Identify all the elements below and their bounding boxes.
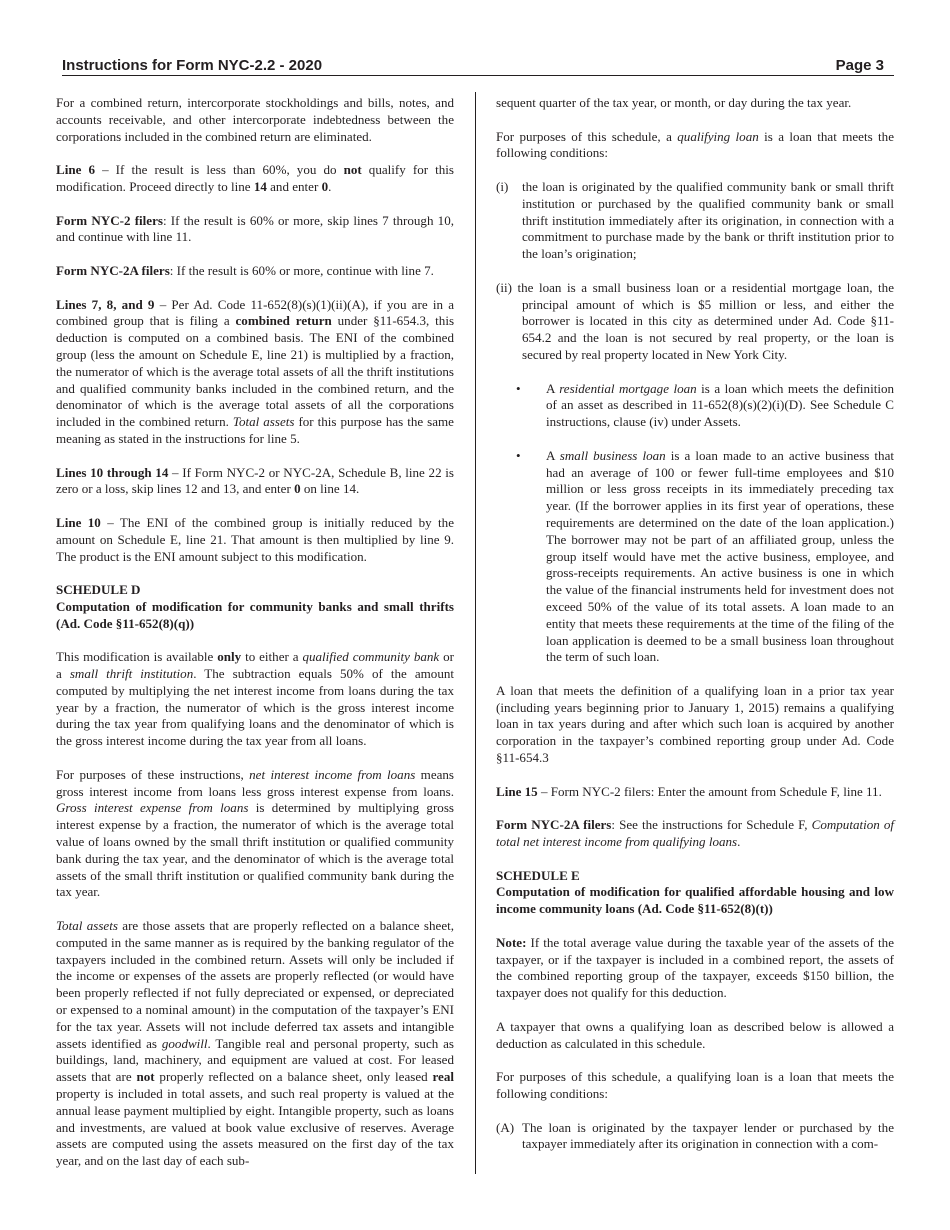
bullet-text [546,381,894,431]
line-10-text: – The ENI of the combined group is initially reduced by the amount on Schedule E, line 21. That amount is then multiplied by line 9. The product is the ENI amount subject to this modification. [56,514,454,564]
availability-paragraph [56,649,454,750]
list-marker: (A) [496,1119,515,1135]
bullet-text-part: is a loan made to an active business that had an average of 100 or fewer full-time employees and $10 million or less gross receipts in its immediately preceding tax year. (If the borrower applies in its first year of operations, these requirements are determined on the date of the loan application.) The borrower may not be part of an affiliated group, unless the group itself would have met the active business, employee, and gross-receipts requirements. An active business is one in which the value of the financial instruments held for investment does not exceed 50% of the value of its total assets. A loan made to an entity that meets these requirements at the time of the filing of the loan application is deemed to be a small business loan throughout the term of such loan. [546,447,894,665]
availability-text: This modification is available [56,649,218,665]
line-15-label: Line 15 [496,783,538,799]
total-assets-text: property is included in total assets, and such real property is valued at the annual lease payment multiplied by eight. Intangible property, such as loans and investments, are valued at book value exclusive of reserves. Average assets are computed using the assets measured on the first day of the tax year, and on the last day of each sub- [56,1086,454,1169]
residential-mortgage-loan-term: residential mortgage loan [559,380,697,396]
qualifying-loan-text: For purposes of this schedule, a [496,128,678,144]
nyc2-filers-label: Form NYC-2 filers [56,212,163,228]
nyc2a-filers-text: : If the result is 60% or more, continue with line 7. [169,262,434,278]
condition-text: the loan is originated by the qualified community bank or small thrift institution or purchased by the qualified community bank or small thrift institution immediately after its origination, in connection with a commitment to purchase made by the bank or thrift institution prior to the loan’s origination; [522,178,894,262]
purposes-paragraph [56,767,454,901]
nyc2-filers-text: : If the result is 60% or more, skip lines 7 through 10, and continue with line 11. [56,212,454,245]
not-term: not [136,1069,155,1085]
lines-7-8-9-text: – Per Ad. Code 11-652(8)(s)(1)(ii)(A), if you are in a combined group that is filing a [56,296,454,329]
schedule-e-subtitle: Computation of modification for qualified affordable housing and low income community loans (Ad. Code §11-652(8)(t)) [496,884,894,917]
line-6-zero: 0 [321,178,329,194]
gross-interest-expense-term: Gross interest expense from loans [56,800,249,816]
line-6-not: not [343,162,362,178]
nyc2a-schedule-f-paragraph [496,817,894,851]
line-6-text: and enter [266,178,322,194]
schedule-d-heading [56,582,454,632]
bullet-text-part: A [546,447,560,463]
taxpayer-owns-paragraph: A taxpayer that owns a qualifying loan as described below is allowed a deduction as calculated in this schedule. [496,1018,894,1051]
list-marker: (i) [496,178,509,194]
condition-item-ii: (ii) the loan is a small business loan or a residential mortgage loan, the principal amount of which is $5 million or less, and either the borrower is located in this city as determined under Ad. Code §11-654.2 and the loan is not secured by real property, or the loan is secured by real property located in New York City. [496,279,894,362]
total-assets-term: Total assets [232,414,295,430]
purposes-text: means gross interest income from loans less gross interest expense from loans. [56,766,455,799]
only-term: only [217,649,242,665]
condition-item-A [496,1120,894,1154]
qualified-community-bank-term: qualified community bank [302,649,440,665]
lines-10-14-text: – If Form NYC-2 or NYC-2A, Schedule B, line 22 is zero or a loss, skip lines 12 and 13, and enter [56,464,454,497]
lines-10-14-paragraph [56,465,454,499]
residential-mortgage-bullet [496,381,894,431]
lines-7-8-9-paragraph [56,297,454,448]
total-assets-paragraph [56,918,454,1170]
bullet-icon: • [516,380,521,396]
total-assets-term: Total assets [56,918,118,934]
lines-7-8-9-text: under §11-654.3, this deduction is computed on a combined basis. The ENI of the combined group (less the amount on Schedule E, line 21) is multiplied by a fraction, the numerator of which is the average total assets of all the thrift institutions and qualified community banks included in the combined return, and the denominator of which is the average total assets of all the corporations included in the combined return. [56,313,455,430]
nyc2a-filers-label: Form NYC-2A filers [496,817,612,833]
lines-10-14-label: Lines 10 through 14 [56,464,169,480]
schedule-d-subtitle: Computation of modification for community banks and small thrifts (Ad. Code §11-652(8)(q)) [56,598,454,631]
bullet-text-part: A [546,380,560,396]
bullet-icon: • [516,447,521,463]
line-6-text: qualify for this modification. Proceed directly to line [56,162,454,194]
continuation-paragraph: sequent quarter of the tax year, or month, or day during the tax year. [496,95,852,110]
page-header [62,57,894,76]
nyc2a-filers-paragraph [56,263,454,280]
total-assets-text: properly reflected on a balance sheet, only leased [154,1069,433,1085]
nyc2a-text: . [737,834,741,850]
availability-text: . The subtraction equals 50% of the amount computed by multiplying the net interest income from loans during the tax year by a fraction, the numerator of which is the gross interest income during the tax year from qualifying loans and the denominator of which is the gross interest income during the tax year from all loans. [56,666,454,749]
line-15-text: – Form NYC-2 filers: Enter the amount from Schedule F, line 11. [537,783,882,799]
nyc2a-text: : See the instructions for Schedule F, [611,817,812,833]
left-column [56,95,454,1170]
qualifying-loan-term: qualifying loan [677,128,759,144]
purposes-text: is determined by multiplying gross interest expense by a fraction, the numerator of which is the average total value of loans owned by the small thrift institution or qualified community bank during the tax year, and the denominator of which is the average total assets of the small thrift institution or qualified community bank during the tax year. [56,800,454,900]
bullet-text-part: is a loan which meets the definition of an asset as described in 11-652(8)(s)(2)(i)(D). See Schedule C instructions, clause (iv) under Assets. [546,380,894,430]
small-thrift-institution-term: small thrift institution [69,666,194,682]
lines-10-14-zero: 0 [294,481,301,497]
qualifying-loan-paragraph-2: For purposes of this schedule, a qualifying loan is a loan that meets the following conditions: [496,1069,894,1102]
availability-text: or a [56,649,455,682]
total-assets-text: . Tangible real and personal property, such as buildings, land, machinery, and equipment are valued at cost. For leased assets that are [56,1035,454,1085]
schedule-d-title: SCHEDULE D [56,582,141,598]
schedule-e-heading [496,868,894,918]
real-term: real [432,1069,454,1085]
bullet-text [546,448,894,666]
right-column [496,95,894,1153]
total-assets-text: are those assets that are properly reflected on a balance sheet, computed in the same manner as is required by the banking regulator of the taxpayers included in the combined return. Assets will only be included if the income or expenses of the assets are properly reflected (or would have been properly reflected if not fully depreciated or expensed, or depreciated or expensed to a nominal amount) in the computation of the taxpayer’s ENI for the tax year. Assets will not include deferred tax assets and intangible assets identified as [56,918,454,1051]
goodwill-term: goodwill [161,1035,208,1051]
schedule-e-title: SCHEDULE E [496,867,580,883]
page-number: Page 3 [835,57,884,74]
nyc2a-filers-label: Form NYC-2A filers [56,262,170,278]
note-label: Note: [496,934,527,950]
condition-text: The loan is originated by the taxpayer lender or purchased by the taxpayer immediately after its origination in connection with a com- [522,1119,894,1152]
note-paragraph [496,935,894,1002]
combined-return-paragraph: For a combined return, intercorporate stockholdings and bills, notes, and accounts receivable, and other intercorporate indebtedness between the corporations included in the combined return are eliminated. [56,95,454,144]
schedule-f-title-term: Computation of total net interest income from qualifying loans [496,817,894,850]
line-6-text: – If the result is less than 60%, you do [94,162,344,178]
line-6-paragraph [56,162,454,196]
small-business-loan-term: small business loan [559,447,666,463]
condition-item-i [496,179,894,263]
line-6-line-ref: 14 [253,178,267,194]
prior-year-paragraph: A loan that meets the definition of a qualifying loan in a prior tax year (including years beginning prior to January 1, 2015) remains a qualifying loan in tax years during and after which such loan is acquired by another corporation in the taxpayer’s combined reporting group under Ad. Code §11-654.3 [496,682,894,766]
net-interest-income-term: net interest income from loans [249,766,416,782]
note-text: If the total average value during the taxable year of the assets of the taxpayer, or if the taxpayer is included in a combined report, the assets of the combined reporting group of the taxpayer, exceeds $150 billion, the taxpayer does not qualify for this deduction. [496,934,894,1001]
line-10-label: Line 10 [56,514,101,530]
purposes-text: For purposes of these instructions, [56,766,250,782]
line-15-paragraph [496,784,894,801]
qualifying-loan-text: is a loan that meets the following conditions: [496,128,894,161]
line-6-label: Line 6 [56,162,95,178]
combined-return-term: combined return [235,313,332,329]
nyc2-filers-paragraph [56,213,454,247]
lines-7-8-9-label: Lines 7, 8, and 9 [56,296,155,312]
qualifying-loan-paragraph [496,129,894,163]
column-divider [475,92,476,1174]
line-6-text: . [328,178,332,194]
lines-10-14-text: on line 14. [300,481,360,497]
availability-text: to either a [241,649,303,665]
line-10-paragraph [56,515,454,565]
lines-7-8-9-text: for this purpose has the same meaning as stated in the instructions for line 5. [56,414,454,446]
document-title: Instructions for Form NYC-2.2 - 2020 [62,57,323,74]
small-business-bullet [496,448,894,666]
